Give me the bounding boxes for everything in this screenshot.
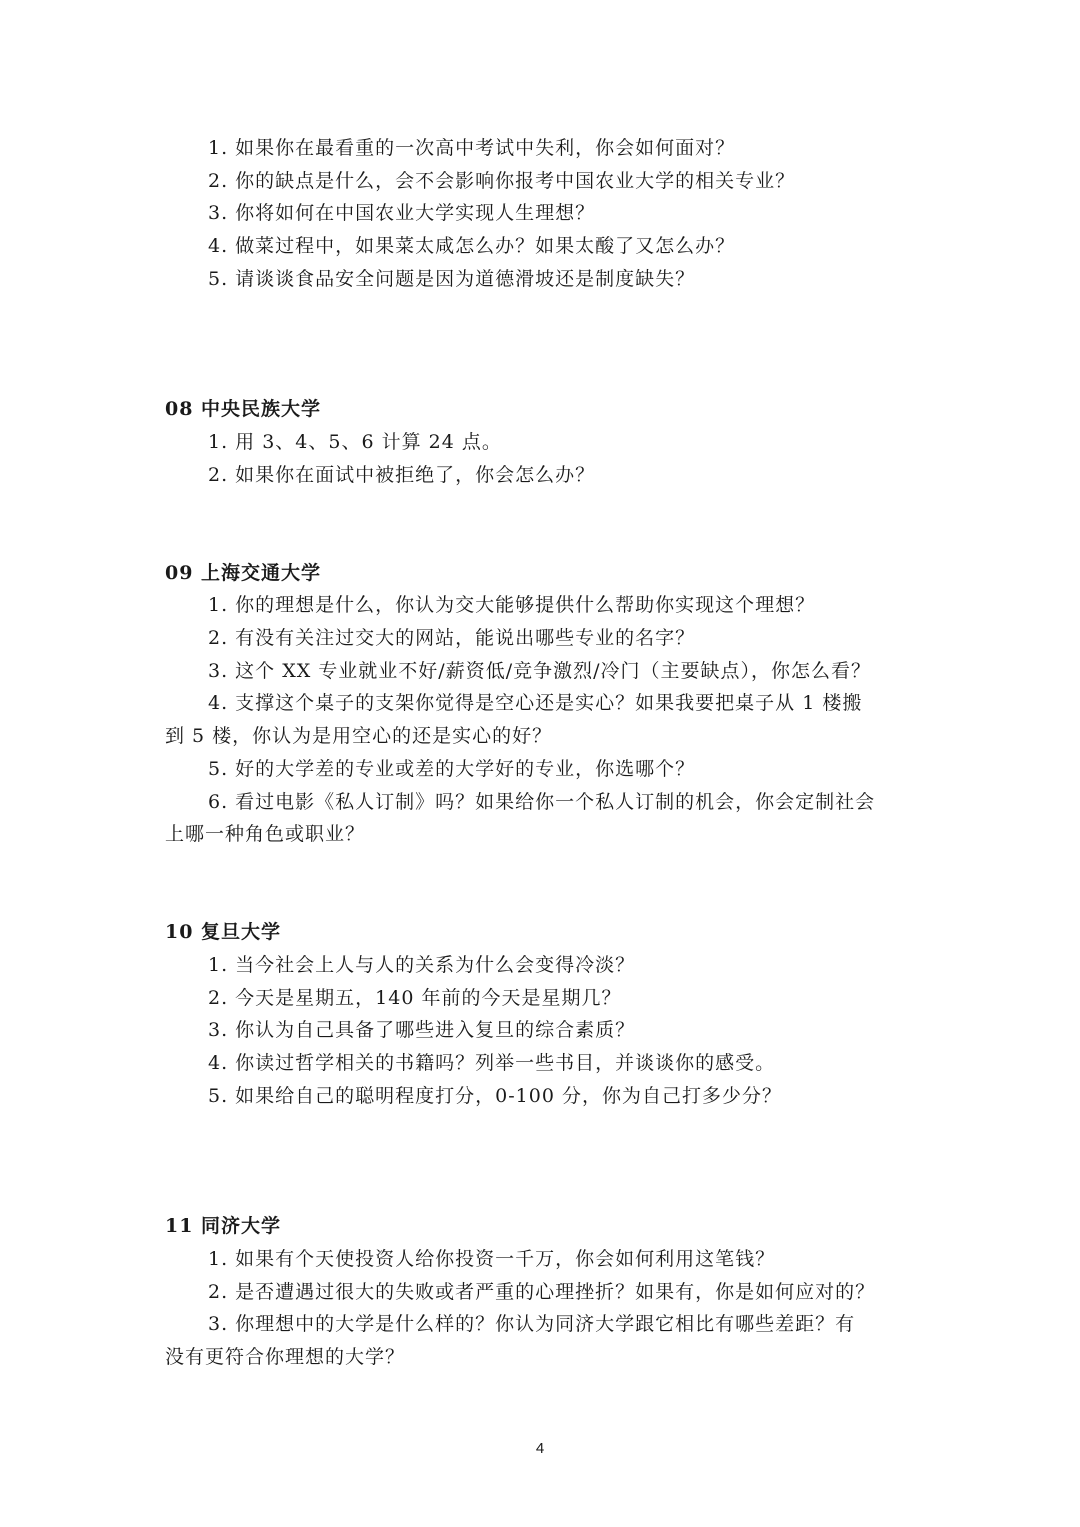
question-line-continued: 没有更符合你理想的大学？: [165, 1346, 406, 1368]
question-line: 2. 如果你在面试中被拒绝了，你会怎么办？: [208, 464, 596, 486]
section-heading: 11 同济大学: [165, 1215, 282, 1237]
question-line: 1. 用 3、4、5、6 计算 24 点。: [208, 431, 502, 453]
question-line: 4. 做菜过程中，如果菜太咸怎么办？如果太酸了又怎么办？: [208, 235, 736, 257]
question-line: 3. 你认为自己具备了哪些进入复旦的综合素质？: [208, 1019, 636, 1041]
question-line: 3. 你理想中的大学是什么样的？你认为同济大学跟它相比有哪些差距？有: [208, 1313, 856, 1335]
question-line-continued: 上哪一种角色或职业？: [165, 823, 366, 845]
question-line: 5. 请谈谈食品安全问题是因为道德滑坡还是制度缺失？: [208, 268, 696, 290]
page-number: 4: [535, 1440, 545, 1457]
question-line: 6. 看过电影《私人订制》吗？如果给你一个私人订制的机会，你会定制社会: [208, 791, 876, 813]
question-line: 5. 好的大学差的专业或差的大学好的专业，你选哪个？: [208, 758, 696, 780]
section-heading: 09 上海交通大学: [165, 562, 322, 584]
question-line: 2. 是否遭遇过很大的失败或者严重的心理挫折？如果有，你是如何应对的？: [208, 1281, 876, 1303]
section-heading: 10 复旦大学: [165, 921, 282, 943]
question-line: 4. 你读过哲学相关的书籍吗？列举一些书目，并谈谈你的感受。: [208, 1052, 776, 1074]
section-heading: 08 中央民族大学: [165, 398, 322, 420]
question-line: 1. 你的理想是什么，你认为交大能够提供什么帮助你实现这个理想？: [208, 594, 816, 616]
question-line: 2. 今天是星期五，140 年前的今天是星期几？: [208, 987, 622, 1009]
question-line: 1. 如果有个天使投资人给你投资一千万，你会如何利用这笔钱？: [208, 1248, 776, 1270]
question-line: 4. 支撑这个桌子的支架你觉得是空心还是实心？如果我要把桌子从 1 楼搬: [208, 692, 863, 714]
question-line: 2. 有没有关注过交大的网站，能说出哪些专业的名字？: [208, 627, 696, 649]
question-line: 1. 当今社会上人与人的关系为什么会变得冷淡？: [208, 954, 636, 976]
question-line: 3. 这个 XX 专业就业不好/薪资低/竞争激烈/冷门（主要缺点），你怎么看？: [208, 660, 872, 682]
question-line: 2. 你的缺点是什么，会不会影响你报考中国农业大学的相关专业？: [208, 170, 796, 192]
question-line: 5. 如果给自己的聪明程度打分，0-100 分，你为自己打多少分？: [208, 1085, 782, 1107]
question-line-continued: 到 5 楼，你认为是用空心的还是实心的好？: [165, 725, 553, 747]
question-line: 1. 如果你在最看重的一次高中考试中失利，你会如何面对？: [208, 137, 736, 159]
question-line: 3. 你将如何在中国农业大学实现人生理想？: [208, 202, 596, 224]
